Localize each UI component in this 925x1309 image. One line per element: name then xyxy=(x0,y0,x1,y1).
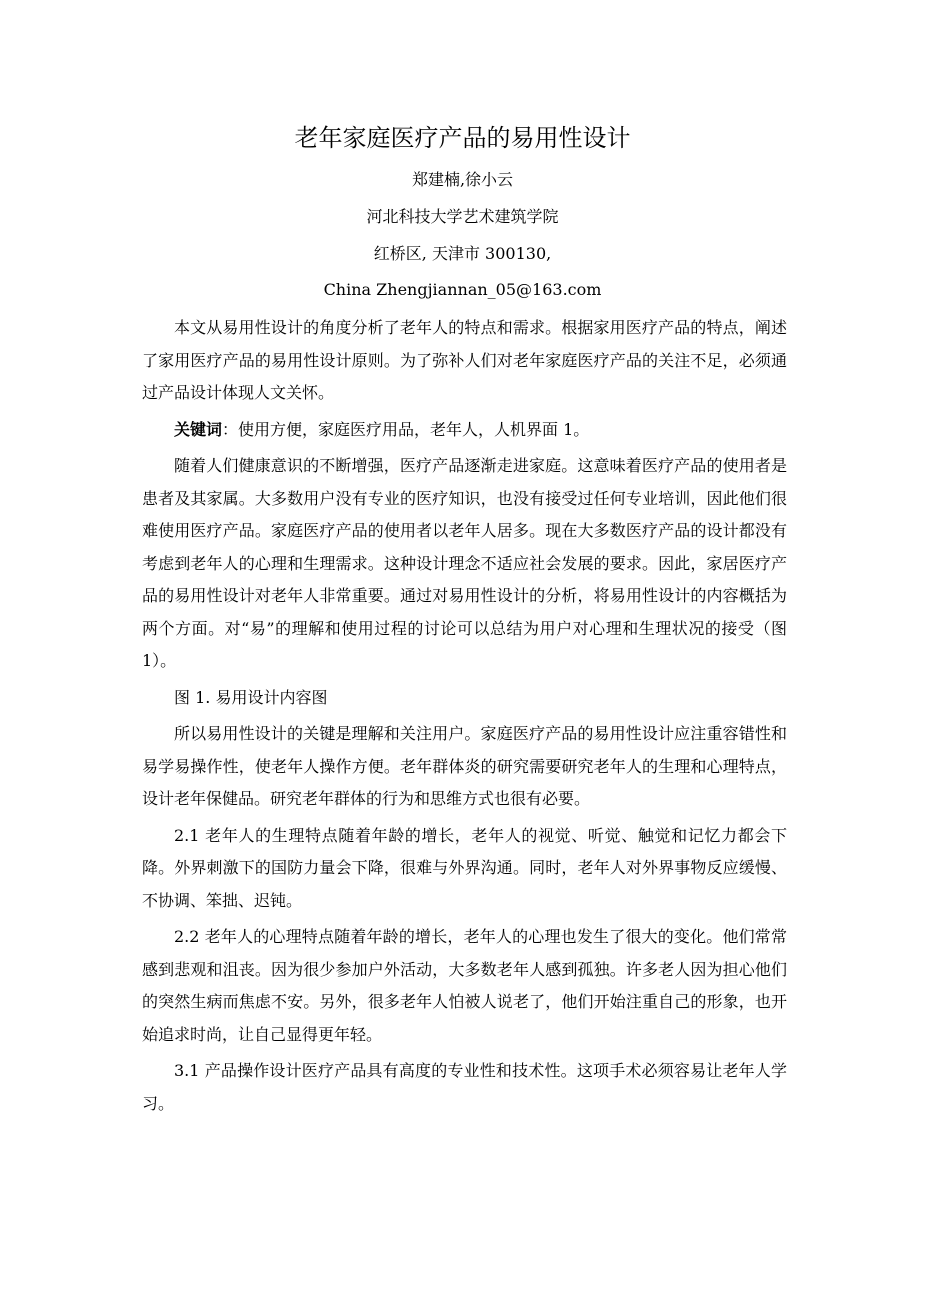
figure-caption: 图 1. 易用设计内容图 xyxy=(174,687,328,707)
paper-title: 老年家庭医疗产品的易用性设计 xyxy=(294,124,631,152)
keywords-label: 关键词 xyxy=(174,419,223,439)
paper-authors: 郑建楠,徐小云 xyxy=(411,170,514,189)
body-paragraph: 随着人们健康意识的不断增强，医疗产品逐渐走进家庭。这意味着医疗产品的使用者是患者及其家属。大多数用户没有专业的医疗知识，也没有接受过任何专业培训，因此他们很难使用医疗产品。家庭医疗产品的使用者以老年人居多。现在大多数医疗产品的设计都没有考虑到老年人的心理和生理需求。这种设计理念不适应社会发展的要求。因此，家居医疗产品的易用性设计对老年人非常重要。通过对易用性设计的分析，将易用性设计的内容概括为两个方面。对“易”的理解和使用过程的讨论可以总结为用户对心理和生理状况的接受（图 1）。 xyxy=(142,456,787,670)
paper-contact: China Zhengjiannan_05@163.com xyxy=(323,280,602,299)
paper-affiliation: 河北科技大学艺术建筑学院 xyxy=(366,207,559,226)
body-paragraph: 所以易用性设计的关键是理解和关注用户。家庭医疗产品的易用性设计应注重容错性和易学易操作性，使老年人操作方便。老年群体炎的研究需要研究老年人的生理和心理特点，设计老年保健品。研究老年群体的行为和思维方式也很有必要。 xyxy=(142,724,787,808)
section-paragraph: 2.1 老年人的生理特点随着年龄的增长，老年人的视觉、听觉、触觉和记忆力都会下降。外界刺激下的国防力量会下降，很难与外界沟通。同时，老年人对外界事物反应缓慢、不协调、笨拙、迟钝。 xyxy=(142,825,787,910)
section-paragraph: 2.2 老年人的心理特点随着年龄的增长，老年人的心理也发生了很大的变化。他们常常感到悲观和沮丧。因为很少参加户外活动，大多数老年人感到孤独。许多老人因为担心他们的突然生病而焦虑不安。另外，很多老年人怕被人说老了，他们开始注重自己的形象，也开始追求时尚，让自己显得更年轻。 xyxy=(142,927,787,1044)
section-paragraph: 3.1 产品操作设计医疗产品具有高度的专业性和技术性。这项手术必须容易让老年人学习。 xyxy=(142,1061,787,1113)
abstract-paragraph: 本文从易用性设计的角度分析了老年人的特点和需求。根据家用医疗产品的特点，阐述了家用医疗产品的易用性设计原则。为了弥补人们对老年家庭医疗产品的关注不足，必须通过产品设计体现人文关怀。 xyxy=(142,318,787,402)
keywords-paragraph xyxy=(142,414,787,447)
keywords-text: ：使用方便，家庭医疗用品，老年人，人机界面 1。 xyxy=(222,419,590,439)
paper-body xyxy=(142,312,787,1120)
paper-address: 红桥区, 天津市 300130, xyxy=(373,244,552,263)
